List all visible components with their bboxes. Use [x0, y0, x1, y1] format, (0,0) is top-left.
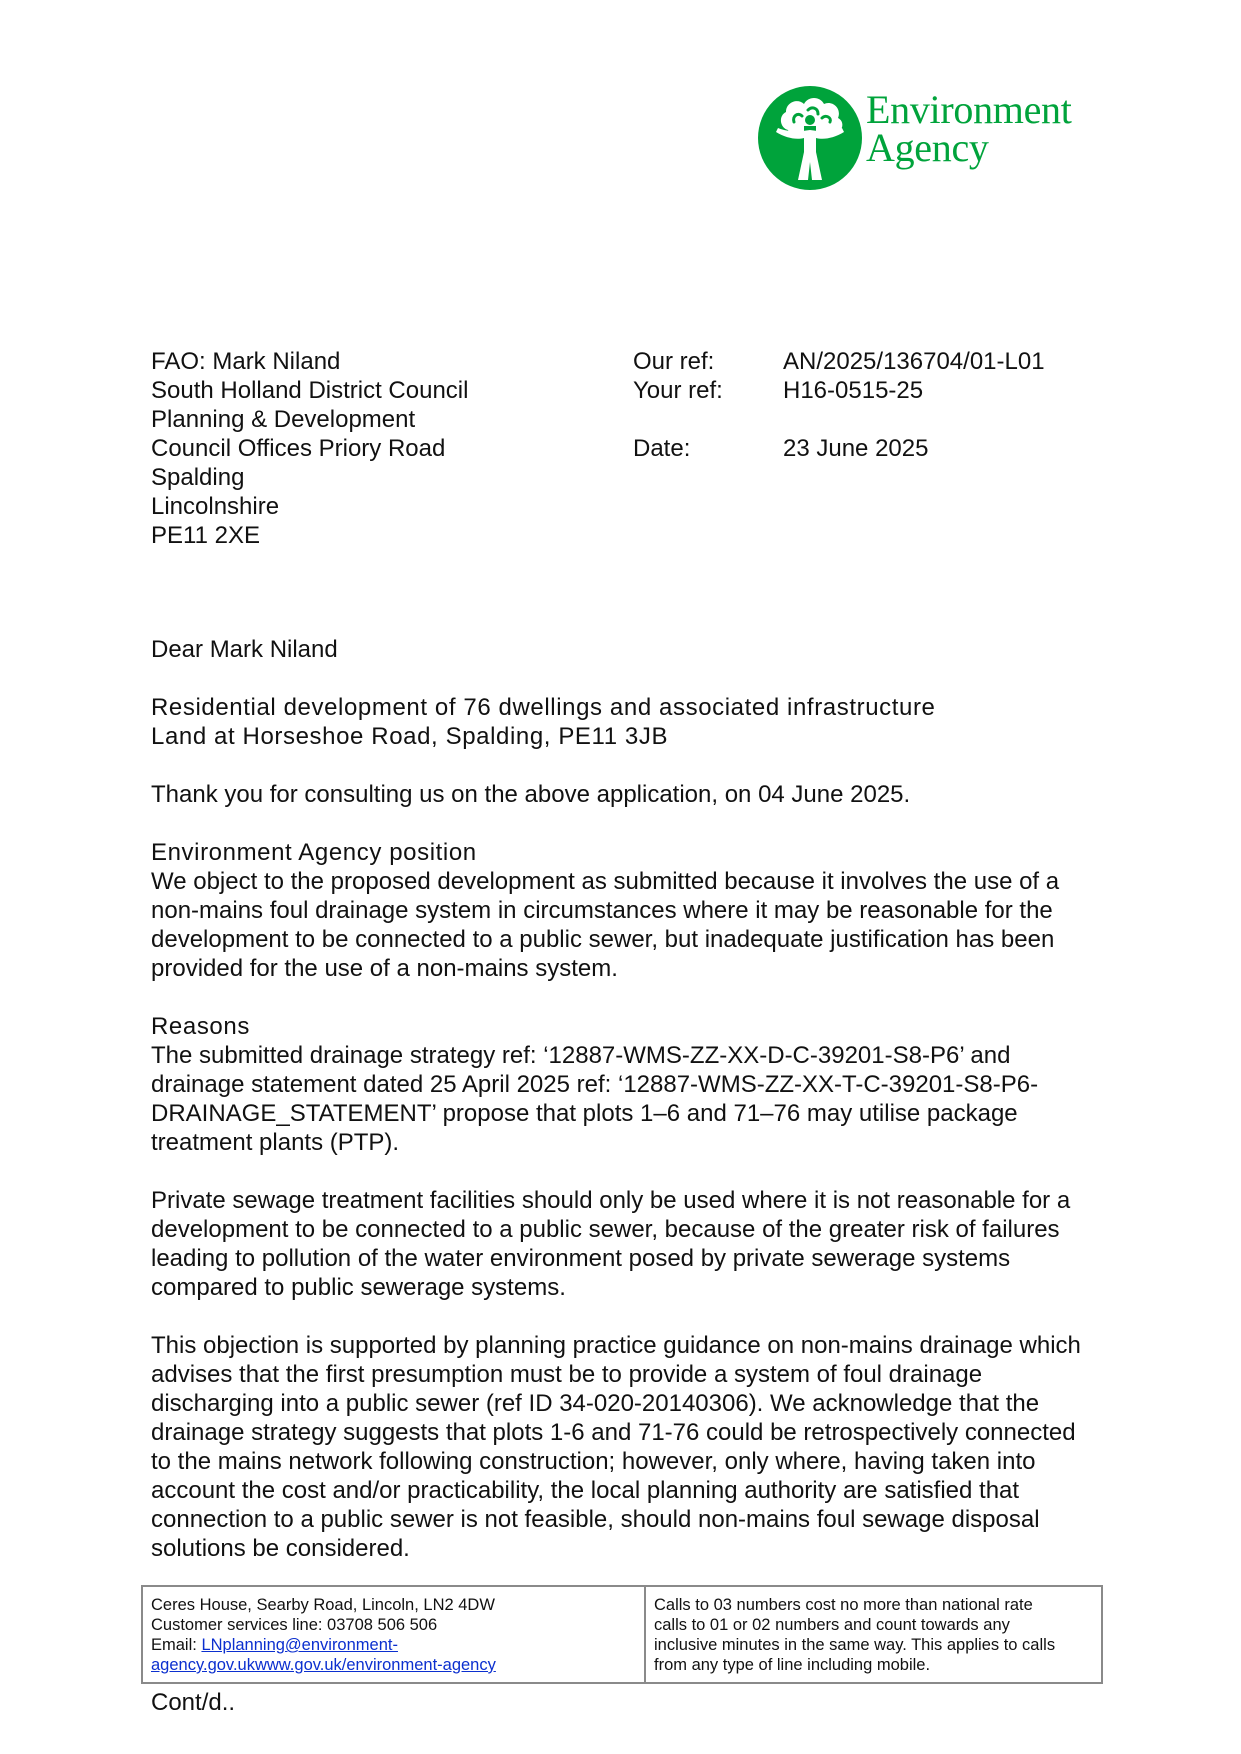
date-label: Date: — [633, 435, 691, 462]
paragraph-line: compared to public sewerage systems. — [151, 1274, 566, 1301]
footer-phone: Customer services line: 03708 506 506 — [151, 1616, 438, 1634]
address-line: South Holland District Council — [151, 377, 469, 404]
paragraph-line: connection to a public sewer is not feasible, should non-mains foul sewage disposal — [151, 1506, 1040, 1533]
environment-agency-logo — [758, 86, 1118, 190]
footer-address: Ceres House, Searby Road, Lincoln, LN2 4DW — [151, 1596, 495, 1614]
paragraph-line: leading to pollution of the water environment posed by private sewerage systems — [151, 1245, 1011, 1272]
paragraph-line: DRAINAGE_STATEMENT’ propose that plots 1–6 and 71–76 may utilise package — [151, 1100, 1018, 1127]
address-line: FAO: Mark Niland — [151, 348, 341, 375]
paragraph-line: provided for the use of a non-mains system. — [151, 955, 618, 982]
logo-wordmark — [866, 87, 1072, 170]
footer-email-link-cont[interactable]: agency.gov.uk — [151, 1656, 255, 1674]
footer-calls-line: from any type of line including mobile. — [654, 1656, 931, 1674]
subject-line: Land at Horseshoe Road, Spalding, PE11 3JB — [151, 723, 669, 750]
address-line: Spalding — [151, 464, 245, 491]
address-line: Lincolnshire — [151, 493, 280, 520]
continued-marker: Cont/d.. — [151, 1689, 236, 1716]
footer-links-row — [151, 1655, 636, 1675]
date-value: 23 June 2025 — [783, 435, 929, 462]
reference-block — [633, 347, 1093, 463]
footer-calls-line: inclusive minutes in the same way. This applies to calls — [654, 1636, 1056, 1654]
letter-body — [151, 635, 1131, 1563]
salutation: Dear Mark Niland — [151, 636, 338, 663]
your-ref-value: H16-0515-25 — [783, 377, 924, 404]
paragraph-line: account the cost and/or practicability, the local planning authority are satisfied that — [151, 1477, 1020, 1504]
tree-figure-logo-icon — [758, 86, 862, 190]
logo-line-1: Environment — [866, 87, 1072, 132]
footer-calls-line: Calls to 03 numbers cost no more than national rate — [654, 1596, 1033, 1614]
intro-paragraph: Thank you for consulting us on the above application, on 04 June 2025. — [151, 781, 911, 808]
your-ref-row — [633, 376, 1093, 405]
footer-contact-details — [143, 1587, 646, 1682]
paragraph-line: Private sewage treatment facilities should only be used where it is not reasonable for a — [151, 1187, 1071, 1214]
paragraph-line: The submitted drainage strategy ref: ‘12887-WMS-ZZ-XX-D-C-39201-S8-P6’ and — [151, 1042, 1011, 1069]
paragraph-line: drainage strategy suggests that plots 1-6 and 71-76 could be retrospectively connected — [151, 1419, 1076, 1446]
footer-calls-line: calls to 01 or 02 numbers and count towards any — [654, 1616, 1010, 1634]
paragraph-line: discharging into a public sewer (ref ID 34-020-20140306). We acknowledge that the — [151, 1390, 1040, 1417]
logo-line-2: Agency — [866, 125, 989, 170]
paragraph-line: drainage statement dated 25 April 2025 ref: ‘12887-WMS-ZZ-XX-T-C-39201-S8-P6- — [151, 1071, 1039, 1098]
subject-line: Residential development of 76 dwellings and associated infrastructure — [151, 694, 936, 721]
address-line: Council Offices Priory Road — [151, 435, 446, 462]
your-ref-label: Your ref: — [633, 377, 723, 404]
paragraph-line: We object to the proposed development as submitted because it involves the use of a — [151, 868, 1060, 895]
address-line: Planning & Development — [151, 406, 416, 433]
our-ref-value: AN/2025/136704/01-L01 — [783, 348, 1045, 375]
date-row — [633, 434, 1093, 463]
footer-website-link[interactable]: www.gov.uk/environment-agency — [254, 1656, 496, 1674]
address-line: PE11 2XE — [151, 522, 260, 549]
paragraph-line: development to be connected to a public sewer, but inadequate justification has been — [151, 926, 1055, 953]
paragraph-line: to the mains network following construction; however, only where, having taken into — [151, 1448, 1036, 1475]
position-heading: Environment Agency position — [151, 839, 477, 866]
footer-contact-box — [141, 1585, 1103, 1684]
reasons-heading: Reasons — [151, 1013, 250, 1040]
paragraph-line: advises that the first presumption must be to provide a system of foul drainage — [151, 1361, 983, 1388]
paragraph-line: treatment plants (PTP). — [151, 1129, 400, 1156]
paragraph-line: development to be connected to a public sewer, because of the greater risk of failures — [151, 1216, 1060, 1243]
our-ref-label: Our ref: — [633, 348, 715, 375]
recipient-address — [151, 347, 621, 550]
our-ref-row — [633, 347, 1093, 376]
paragraph-line: solutions be considered. — [151, 1535, 410, 1562]
paragraph-line: non-mains foul drainage system in circumstances where it may be reasonable for the — [151, 897, 1053, 924]
footer-email-link[interactable]: LNplanning@environment- — [201, 1636, 398, 1654]
footer-email-label: Email: — [151, 1636, 202, 1654]
footer-email-row — [151, 1635, 636, 1655]
paragraph-line: This objection is supported by planning practice guidance on non-mains drainage which — [151, 1332, 1081, 1359]
footer-call-charges — [646, 1587, 1101, 1682]
